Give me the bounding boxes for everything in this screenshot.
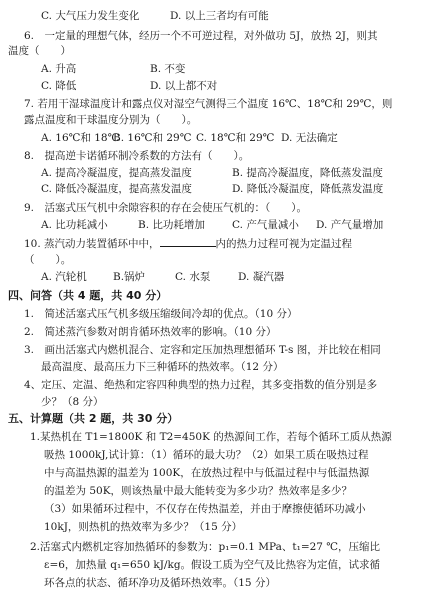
q10-stem-line1 [24,236,352,251]
q7-option-c: C. 18℃和 29℃ [196,132,275,144]
q6-option-d: D. 以上都不对 [150,80,218,92]
q10-option-c: C. 水泵 [175,271,211,283]
q9-option-c: C. 产气量减小 [232,219,299,231]
q10-stem-pre: 10. 蒸汽动力装置循环中中， [24,238,160,250]
section4-q4-line1: 4、定压、定温、绝热和定容四种典型的热力过程，其多变指数的值分别是多 [24,379,378,391]
section5-p1-line2: 吸热 1000kJ,试计算：（1）循环的最大功？（2）如果工质在吸热过程 [44,449,369,461]
q10-stem-post: 内的热力过程可视为定温过程 [215,238,353,250]
q8-stem: 8. 提高逆卡诺循环制冷系数的方法有（ ）。 [24,150,250,162]
section4-q4-line2: 少？（8 分） [41,396,104,408]
q9-stem: 9. 活塞式压气机中余隙容积的存在会使压气机的：（ ）。 [24,202,308,214]
section4-q1: 1. 简述活塞式压气机多级压缩级间冷却的优点。（10 分） [24,308,298,320]
q5-option-c: C. 大气压力发生变化 [41,10,140,22]
q7-option-d: D. 无法确定 [281,132,338,144]
q9-option-b: B. 比功耗增加 [138,219,205,231]
section5-p2-line3: 环各点的状态、循环净功及循环热效率。（15 分） [44,577,276,589]
section5-p1-line5: （3）如果循环过程中，不仅存在传热温差，并由于摩擦使循环功减小 [44,503,366,515]
q9-option-d: D. 产气量增加 [316,219,384,231]
q6-option-b: B. 不变 [150,63,186,75]
section5-p1-line4: 的温差为 50K，则该热量中最大能转变为多少功？热效率是多少？ [44,485,353,497]
section5-title: 五、计算题（共 2 题，共 30 分） [8,412,179,425]
q6-stem-line1: 6. 一定量的理想气体，经历一个不可逆过程，对外做功 5J，放热 2J，则其 [24,30,378,42]
section5-p2-line2: ε=6，加热量 q₁=650 kJ/kg。假设工质为空气及比热容为定值，试求循 [44,559,381,571]
q7-stem-line2: 露点温度和干球温度分别为（ ）。 [24,114,198,126]
q8-option-c: C. 降低冷凝温度，提高蒸发温度 [41,183,192,195]
q10-stem-line2: （ ）。 [24,254,72,266]
q10-answer-blank [160,236,216,247]
q7-option-a: A. 16℃和 18℃ [41,132,120,144]
section5-p1-line6: 10kJ，则热机的热效率为多少？（15 分） [44,521,243,533]
q10-option-d: D. 凝汽器 [238,271,285,283]
q10-option-a: A. 汽轮机 [41,271,87,283]
q8-option-d: D. 降低冷凝温度，降低蒸发温度 [232,183,384,195]
q6-stem-line2: 温度（ ） [8,45,71,57]
q8-option-b: B. 提高冷凝温度，降低蒸发温度 [232,167,383,179]
q6-option-a: A. 升高 [41,63,77,75]
q8-option-a: A. 提高冷凝温度，提高蒸发温度 [41,167,192,179]
section4-q3-line2: 最高温度、最高压力下三种循环的热效率。（12 分） [41,361,284,373]
section5-p1-line1: 1.某热机在 T1=1800K 和 T2=450K 的热源间工作，若每个循环工质从热源 [30,431,392,443]
section4-title: 四、问答（共 4 题，共 40 分） [8,289,168,302]
q9-option-a: A. 比功耗减小 [41,219,108,231]
q5-option-d: D. 以上三者均有可能 [170,10,269,22]
section5-p2-line1: 2.活塞式内燃机定容加热循环的参数为：p₁=0.1 MPa、t₁=27 ℃，压缩比 [30,541,381,553]
section4-q3-line1: 3. 画出活塞式内燃机混合、定容和定压加热理想循环 T-s 图，并比较在相同 [24,344,381,356]
q10-option-b: B.锅炉 [113,271,146,283]
section4-q2: 2. 简述蒸汽参数对朗肯循环热效率的影响。（10 分） [24,326,277,338]
q7-option-b: B. 16℃和 29℃ [113,132,192,144]
section5-p1-line3: 中与高温热源的温差为 100K，在放热过程中与低温过程中与低温热源 [44,467,370,479]
q6-option-c: C. 降低 [41,80,77,92]
q7-stem-line1: 7. 若用干湿球温度计和露点仪对湿空气测得三个温度 16℃、18℃和 29℃，则 [24,98,393,110]
